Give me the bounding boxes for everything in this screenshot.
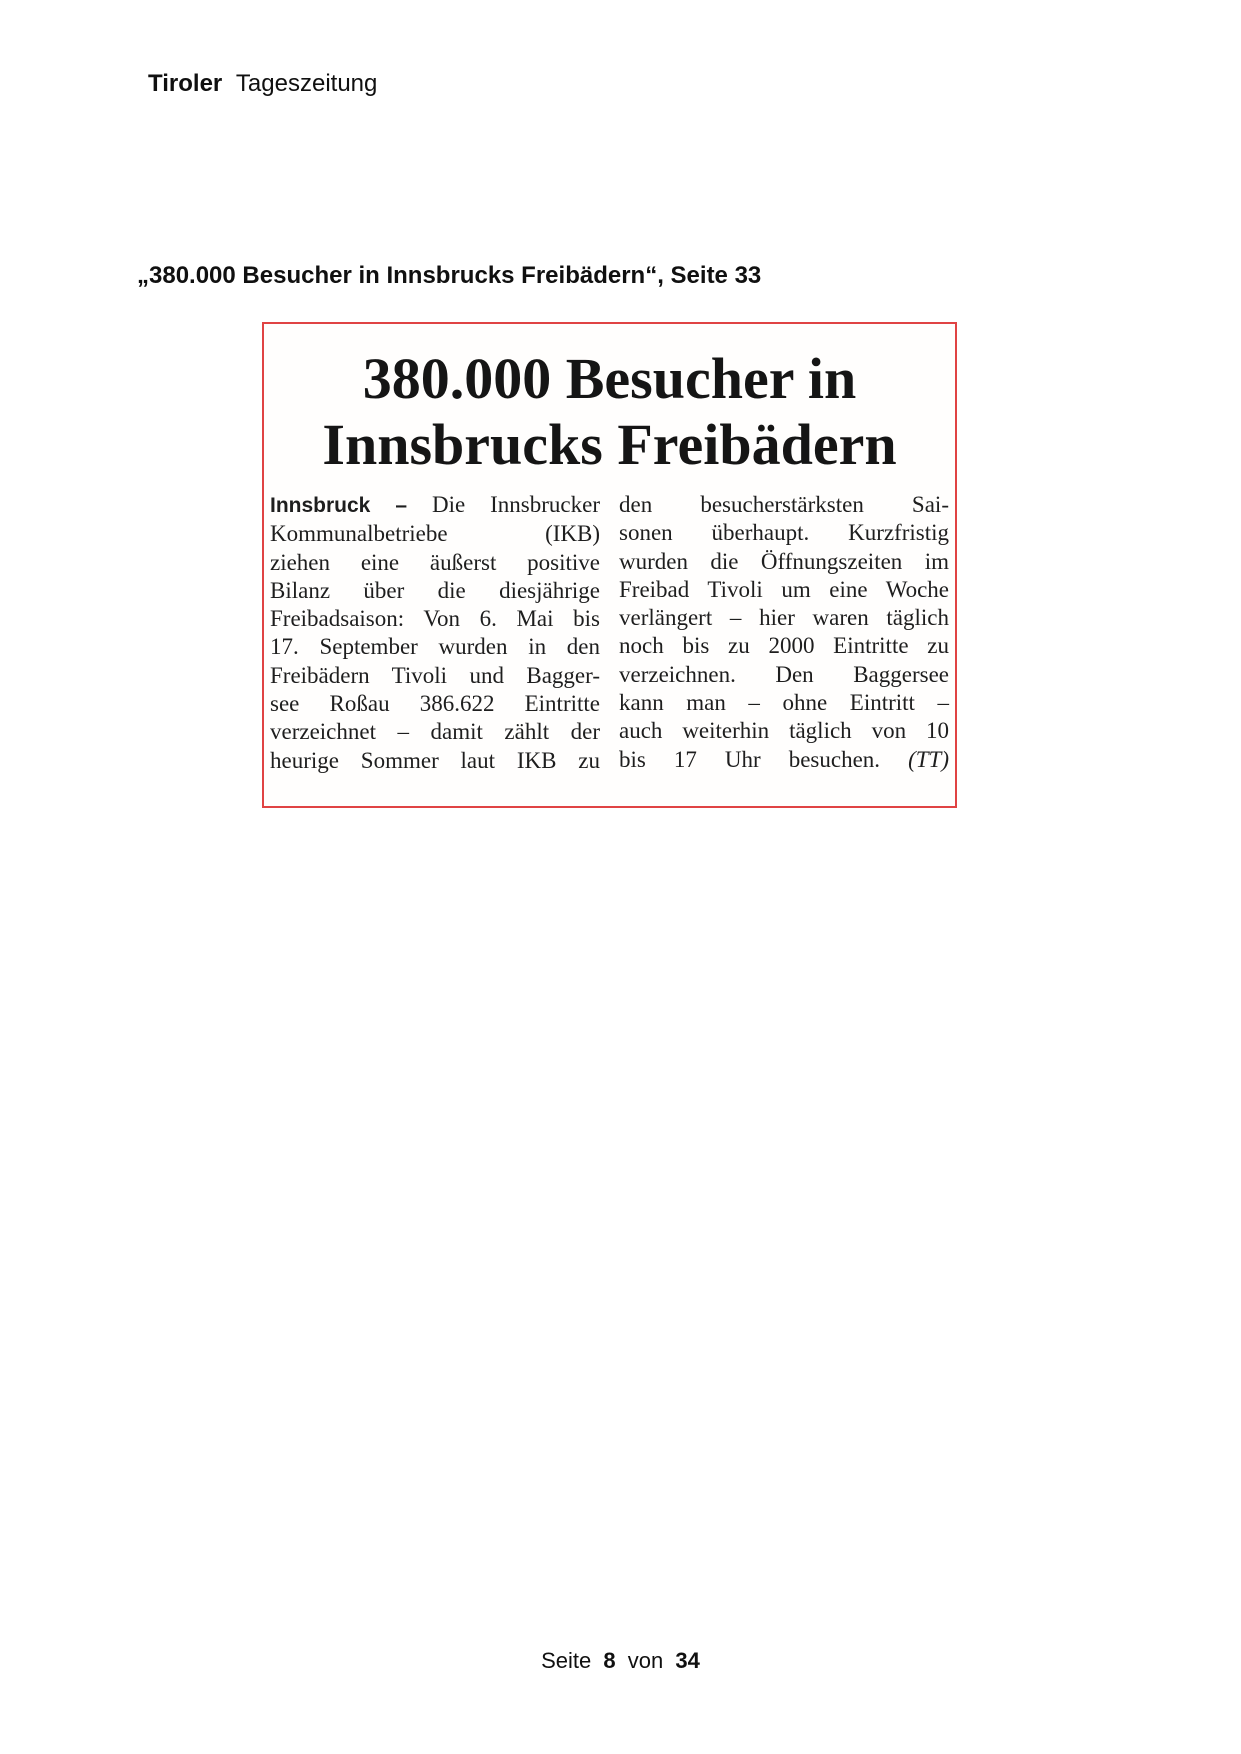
brand-name-bold: Tiroler [148,70,223,97]
body-line: noch bis zu 2000 Eintritte zu [619,633,949,659]
newspaper-brand [148,70,377,98]
article-reference-line: „380.000 Besucher in Innsbrucks Freibädern“, Seite 33 [137,262,762,289]
clipping-column-2 [619,491,949,775]
body-line: Kommunalbetriebe (IKB) [270,521,600,547]
clipping-headline-line2: Innsbrucks Freibädern [322,412,897,477]
body-line: see Roßau 386.622 Eintritte [270,691,600,717]
body-line: Freibädern Tivoli und Bagger- [270,662,600,688]
body-line [270,491,600,520]
body-line: auch weiterhin täglich von 10 [619,718,949,744]
clipping-column-1 [270,491,600,775]
body-line: kann man – ohne Eintritt – [619,690,949,716]
body-line: ziehen eine äußerst positive [270,549,600,575]
clipping-headline-line1: 380.000 Besucher in [362,346,857,411]
author-signature: (TT) [908,746,950,772]
brand-name-rest: Tageszeitung [235,70,378,97]
clipping-headline [264,346,955,478]
footer-current-page: 8 [603,1648,616,1673]
body-line: den besucherstärksten Sai- [619,492,949,517]
body-line: wurden die Öffnungszeiten im [619,548,949,574]
body-line: sonen überhaupt. Kurzfristig [619,520,949,546]
dateline-city: Innsbruck – [270,494,408,517]
body-line: verzeichnen. Den Baggersee [619,661,949,687]
footer-label: Seite [541,1648,592,1673]
body-line: Freibadsaison: Von 6. Mai bis [270,606,600,632]
body-line: Bilanz über die diesjährige [270,577,600,603]
clipping-frame [262,322,957,808]
body-line: Freibad Tivoli um eine Woche [619,576,949,602]
footer-separator: von [627,1648,664,1673]
body-line [619,746,949,774]
page-number-footer [0,1648,1241,1674]
body-line-text: Die Innsbrucker [432,492,600,517]
footer-total-pages: 34 [675,1648,700,1673]
body-line: verlängert – hier waren täglich [619,605,949,631]
body-line: heurige Sommer laut IKB zu [270,747,600,773]
body-line: verzeichnet – damit zählt der [270,719,600,745]
body-line-text: bis 17 Uhr besuchen. [619,746,881,772]
body-line: 17. September wurden in den [270,634,600,660]
clipping-body [264,478,955,775]
